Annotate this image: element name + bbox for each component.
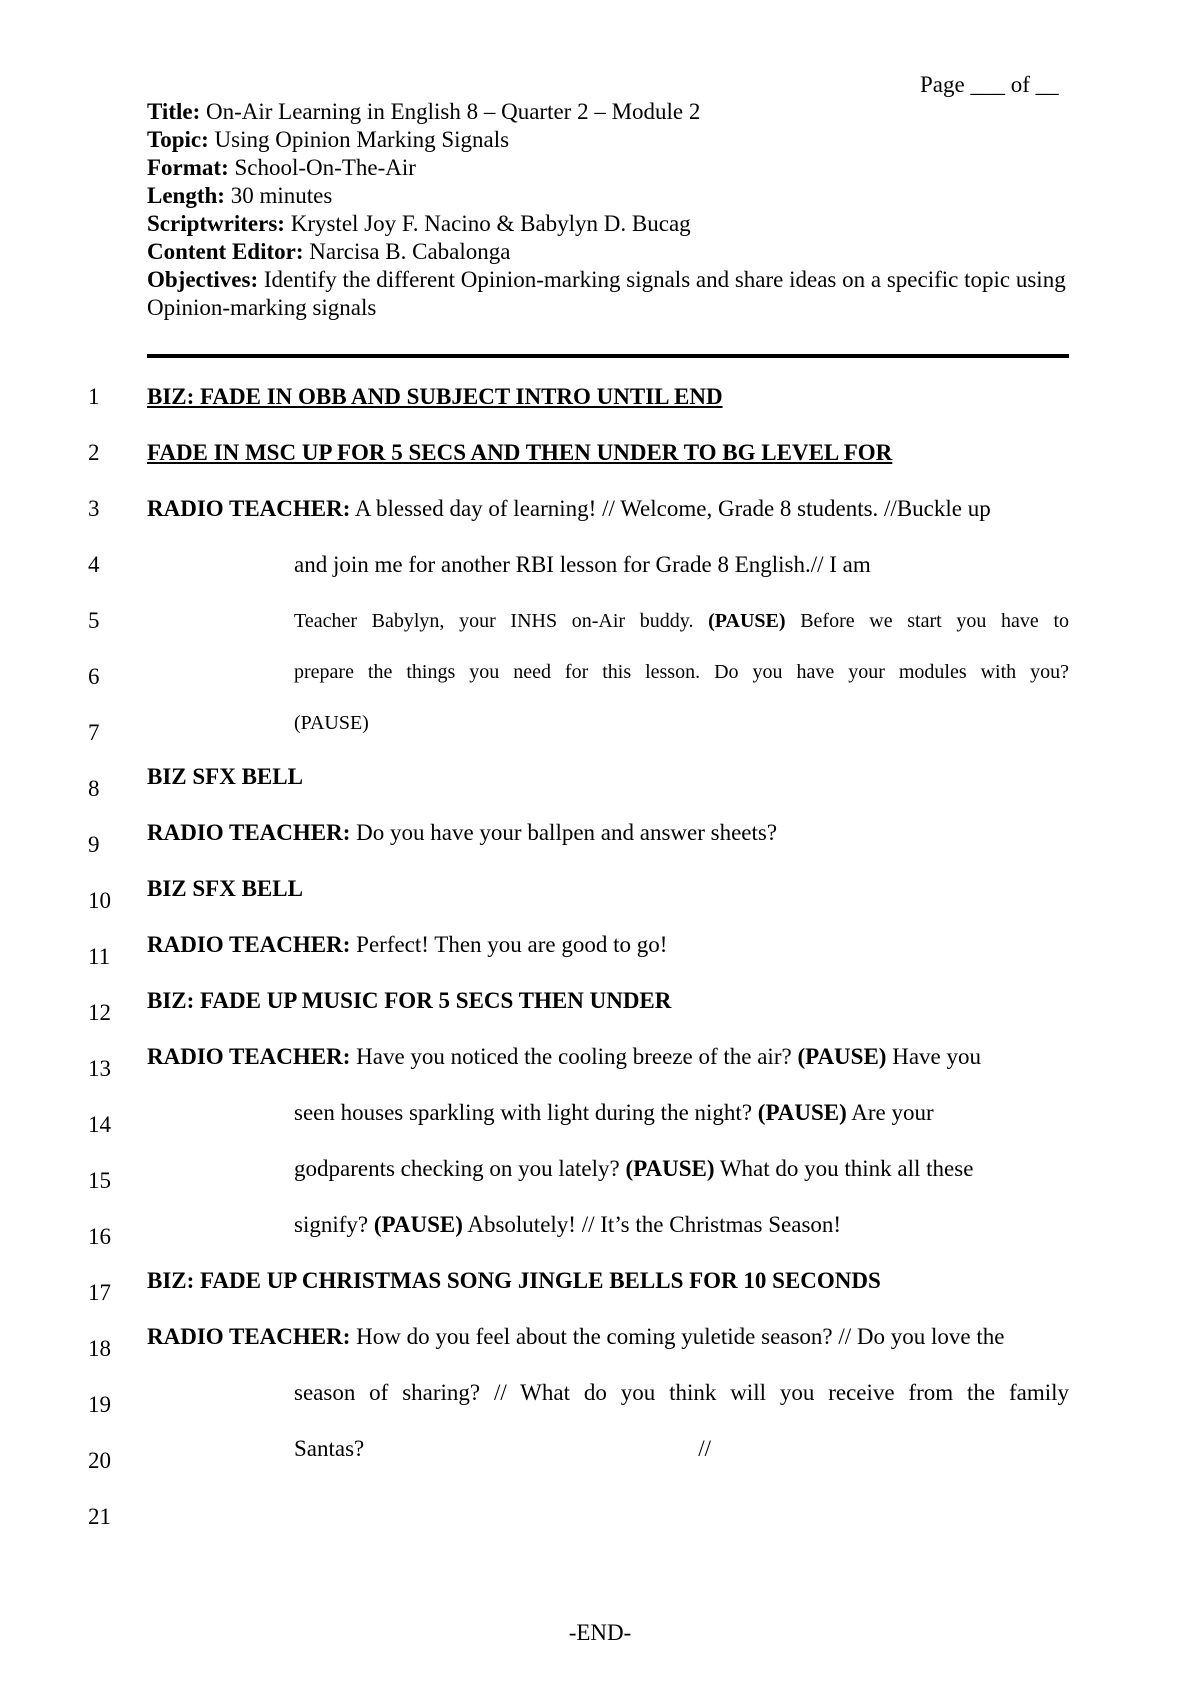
line-number: 5 — [88, 608, 100, 633]
pause-cue: (PAUSE) — [757, 1100, 847, 1125]
script-line — [294, 1212, 1069, 1238]
dialogue-text: Before we start you have to — [800, 610, 1070, 632]
script-line — [147, 820, 777, 846]
dialogue-text: godparents checking on you lately? — [294, 1156, 620, 1181]
scriptwriters-value: Krystel Joy F. Nacino & Babylyn D. Bucag — [290, 211, 691, 236]
topic-label: Topic: — [147, 127, 209, 152]
speaker-label: RADIO TEACHER: — [147, 1324, 351, 1349]
header-divider — [147, 354, 1069, 358]
line-number: 18 — [88, 1336, 111, 1361]
script-line: season of sharing? // What do you think will you receive from the family — [294, 1380, 1069, 1405]
sfx-cue-line: BIZ SFX BELL — [147, 764, 303, 789]
dialogue-text: seen houses sparkling with light during the night? — [294, 1100, 753, 1125]
line-number: 7 — [88, 720, 100, 745]
line-number: 17 — [88, 1280, 111, 1305]
line-number: 20 — [88, 1448, 111, 1473]
objectives-label: Objectives: — [147, 267, 259, 292]
line-number: 15 — [88, 1168, 111, 1193]
pause-cue: (PAUSE) — [708, 610, 786, 632]
line-number: 12 — [88, 1000, 111, 1025]
dialogue-text: A blessed day of learning! // Welcome, Grade 8 students. //Buckle up — [354, 496, 991, 521]
line-number: 4 — [88, 552, 100, 577]
title-label: Title: — [147, 99, 201, 124]
dialogue-text: How do you feel about the coming yuletide season? // Do you love the — [356, 1324, 1005, 1349]
objectives-value: Identify the different Opinion-marking signals and share ideas on a specific topic using Opinion-marking signals — [147, 267, 1066, 320]
script-line — [294, 1156, 1069, 1182]
line-number: 6 — [88, 664, 100, 689]
line-number: 19 — [88, 1392, 111, 1417]
scriptwriters-label: Scriptwriters: — [147, 211, 285, 236]
content-editor-row — [147, 238, 1069, 266]
pause-cue: (PAUSE) — [625, 1156, 715, 1181]
pause-cue: (PAUSE) — [373, 1212, 463, 1237]
music-cue-line: FADE IN MSC UP FOR 5 SECS AND THEN UNDER TO BG LEVEL FOR — [147, 440, 893, 465]
page-number: Page ___ of __ — [920, 72, 1059, 97]
topic-row — [147, 126, 1069, 154]
line-number: 1 — [88, 384, 100, 409]
line-number: 10 — [88, 888, 111, 913]
script-line — [147, 1324, 1004, 1350]
format-value: School-On-The-Air — [234, 155, 416, 180]
format-label: Format: — [147, 155, 229, 180]
dialogue-text: signify? — [294, 1212, 369, 1237]
length-label: Length: — [147, 183, 225, 208]
script-line: and join me for another RBI lesson for Grade 8 English.// I am — [294, 552, 871, 577]
line-number: 11 — [88, 944, 111, 969]
speaker-label: RADIO TEACHER: — [147, 496, 351, 521]
script-header — [147, 98, 1069, 322]
dialogue-text: Have you — [892, 1044, 981, 1069]
topic-value: Using Opinion Marking Signals — [214, 127, 510, 152]
biz-cue-line: BIZ: FADE IN OBB AND SUBJECT INTRO UNTIL END — [147, 384, 723, 409]
line-number: 9 — [88, 832, 100, 857]
dialogue-text: // — [698, 1436, 712, 1461]
content-editor-value: Narcisa B. Cabalonga — [309, 239, 511, 264]
line-number: 8 — [88, 776, 100, 801]
script-line — [147, 496, 991, 522]
dialogue-text: Absolutely! // It’s the Christmas Season! — [467, 1212, 842, 1237]
script-line: (PAUSE) — [294, 712, 369, 734]
biz-cue-line: BIZ: FADE UP MUSIC FOR 5 SECS THEN UNDER — [147, 988, 672, 1013]
dialogue-text: Have you noticed the cooling breeze of the air? — [356, 1044, 792, 1069]
format-row — [147, 154, 1069, 182]
speaker-label: RADIO TEACHER: — [147, 1044, 351, 1069]
dialogue-text: Santas? — [294, 1436, 365, 1461]
content-editor-label: Content Editor: — [147, 239, 304, 264]
line-number: 13 — [88, 1056, 111, 1081]
sfx-cue-line: BIZ SFX BELL — [147, 876, 303, 901]
script-line: prepare the things you need for this lesson. Do you have your modules with you? — [294, 661, 1069, 683]
dialogue-text: Perfect! Then you are good to go! — [356, 932, 668, 957]
line-number: 16 — [88, 1224, 111, 1249]
pause-cue: (PAUSE) — [797, 1044, 887, 1069]
objectives-row — [147, 266, 1069, 322]
line-number: 21 — [88, 1504, 111, 1529]
length-value: 30 minutes — [230, 183, 333, 208]
title-value: On-Air Learning in English 8 – Quarter 2 – Module 2 — [205, 99, 701, 124]
length-row — [147, 182, 1069, 210]
dialogue-text: Are your — [851, 1100, 934, 1125]
line-number: 14 — [88, 1112, 111, 1137]
biz-cue-line: BIZ: FADE UP CHRISTMAS SONG JINGLE BELLS FOR 10 SECONDS — [147, 1268, 881, 1293]
end-marker: -END- — [568, 1620, 632, 1645]
dialogue-text: Teacher Babylyn, your INHS on-Air buddy. — [294, 610, 694, 632]
speaker-label: RADIO TEACHER: — [147, 932, 351, 957]
script-line — [294, 1100, 1069, 1126]
script-line — [294, 1436, 1069, 1462]
speaker-label: RADIO TEACHER: — [147, 820, 351, 845]
line-number: 2 — [88, 440, 100, 465]
script-line — [147, 932, 667, 958]
script-line — [147, 1044, 981, 1070]
dialogue-text: What do you think all these — [719, 1156, 974, 1181]
title-row — [147, 98, 1069, 126]
scriptwriters-row — [147, 210, 1069, 238]
script-line — [294, 610, 1069, 633]
line-number: 3 — [88, 496, 100, 521]
dialogue-text: Do you have your ballpen and answer sheets? — [356, 820, 778, 845]
